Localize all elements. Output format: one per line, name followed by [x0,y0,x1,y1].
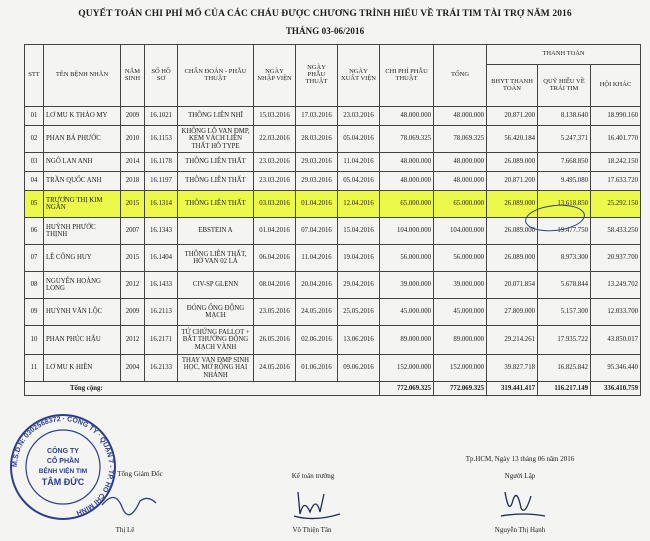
cell-fund: 5.247.371 [538,126,591,153]
cell-record: 16.1178 [145,153,178,172]
cell-birth: 2010 [121,126,145,153]
cell-surg: 17.03.2016 [296,107,338,126]
cell-fund: 8.973.300 [538,245,591,272]
table-row [25,326,641,355]
cell-disch: 15.04.2016 [338,218,380,245]
cell-total: 65.000.000 [434,191,487,218]
totals-row [25,382,641,396]
director-name: Thị Lê [115,526,135,534]
cell-surg: 28.03.2016 [296,126,338,153]
cell-name: LÊ CÔNG HUY [44,245,121,272]
cell-total: 152.000.000 [434,355,487,382]
document-subtitle: THÁNG 03-06/2016 [285,26,365,36]
cell-other: 17.633.720 [591,172,641,191]
cell-fund: 13.618.850 [538,191,591,218]
cell-name: LƠ MU K THẢO MY [44,107,121,126]
cell-stt: 10 [25,326,44,355]
cell-record: 16.1021 [145,107,178,126]
place-date: Tp.HCM, Ngày 13 tháng 06 năm 2016 [465,455,575,463]
cell-surg: 29.03.2016 [296,172,338,191]
cell-stt: 11 [25,355,44,382]
totals-cost: 772.069.325 [380,382,434,396]
header-birth: NĂM SINH [121,45,145,107]
cell-cost: 45.000.000 [380,299,434,326]
cell-name: LƠ MU K HIỀN [44,355,121,382]
cell-cost: 48.000.000 [380,107,434,126]
cell-surg: 11.04.2016 [296,245,338,272]
cell-admit: 26.05.2016 [254,326,296,355]
totals-label: Tổng cộng: [25,382,380,396]
cell-record: 16.1433 [145,272,178,299]
cell-other: 16.401.770 [591,126,641,153]
cell-record: 16.1197 [145,172,178,191]
header-name: TÊN BỆNH NHÂN [44,45,121,107]
cell-diag: THÔNG LIÊN THẤT, HỞ VAN 02 LÁ [178,245,254,272]
cell-cost: 78.069.325 [380,126,434,153]
director-title: Tổng Giám Đốc [117,470,163,478]
cell-birth: 2015 [121,191,145,218]
cell-bhyt: 20.871.200 [487,107,538,126]
cell-birth: 2007 [121,218,145,245]
cell-diag: ĐÓNG ỐNG ĐỘNG MẠCH [178,299,254,326]
cell-other: 18.242.150 [591,153,641,172]
cell-diag: TỨ CHỨNG FALLOT + BẤT THƯỜNG ĐỘNG MẠCH VÀNH [178,326,254,355]
cell-record: 16.1153 [145,126,178,153]
cell-disch: 12.04.2016 [338,191,380,218]
cell-diag: THÔNG LIÊN THẤT [178,191,254,218]
header-admit: NGÀY NHẬP VIỆN [254,45,296,107]
cell-bhyt: 29.214.261 [487,326,538,355]
company-stamp [8,412,118,522]
cell-birth: 2015 [121,245,145,272]
cell-stt: 04 [25,172,44,191]
cell-surg: 01.06.2016 [296,355,338,382]
header-record: SỐ HỒ SƠ [145,45,178,107]
cell-stt: 08 [25,272,44,299]
table-row [25,299,641,326]
stamp-outer-text: M.S.D.N: 0302568372 · CÔNG TY · QUẬN 7 - TP. HỒ CHÍ MINH [11,415,115,516]
stamp-line-4: TÂM ĐỨC [41,477,85,487]
header-discharge: NGÀY XUẤT VIỆN [338,45,380,107]
cell-total: 104.000.000 [434,218,487,245]
cell-diag: THAY VAN ĐMP SINH HỌC, MỞ RỘNG HAI NHÁNH [178,355,254,382]
cell-admit: 08.04.2016 [254,272,296,299]
cell-disch: 19.04.2016 [338,245,380,272]
cell-other: 43.850.017 [591,326,641,355]
cell-total: 45.000.000 [434,299,487,326]
cell-admit: 23.03.2016 [254,153,296,172]
cell-fund: 7.668.850 [538,153,591,172]
cell-bhyt: 26.089.000 [487,191,538,218]
cell-name: PHAN BÁ PHƯỚC [44,126,121,153]
cell-total: 48.000.000 [434,172,487,191]
cell-disch: 11.04.2016 [338,153,380,172]
cell-record: 16.1314 [145,191,178,218]
cell-diag: CIV-SP GLENN [178,272,254,299]
cell-fund: 9.495.080 [538,172,591,191]
cell-stt: 07 [25,245,44,272]
cell-surg: 29.03.2016 [296,153,338,172]
cell-total: 78.069.325 [434,126,487,153]
cell-diag: KHÔNG LỖ VAN ĐMP, KÈM VÁCH LIÊN THẤT HỖ TYPE [178,126,254,153]
cell-record: 16.2113 [145,299,178,326]
cell-record: 16.2171 [145,326,178,355]
cell-fund: 5.678.844 [538,272,591,299]
cell-bhyt: 26.089.000 [487,153,538,172]
accountant-signature [290,486,345,524]
cell-name: NGÔ LAN ANH [44,153,121,172]
cell-stt: 03 [25,153,44,172]
header-cost: CHI PHÍ PHẪU THUẬT [380,45,434,107]
cell-bhyt: 20.071.854 [487,272,538,299]
cell-cost: 56.000.000 [380,245,434,272]
cell-cost: 39.000.000 [380,272,434,299]
header-surgery: NGÀY PHẪU THUẬT [296,45,338,107]
cell-surg: 02.06.2016 [296,326,338,355]
cell-other: 12.033.700 [591,299,641,326]
header-other: HỘI KHÁC [591,65,641,107]
cell-disch: 13.06.2016 [338,326,380,355]
cell-admit: 06.04.2016 [254,245,296,272]
header-diagnosis: CHẨN ĐOÁN - PHẪU THUẬT [178,45,254,107]
header-total: TỔNG [434,45,487,107]
cell-other: 58.433.250 [591,218,641,245]
cell-birth: 2004 [121,355,145,382]
cell-cost: 65.000.000 [380,191,434,218]
cell-other: 20.937.700 [591,245,641,272]
cell-other: 95.346.440 [591,355,641,382]
cell-birth: 2009 [121,107,145,126]
cell-fund: 19.477.750 [538,218,591,245]
cell-surg: 20.04.2016 [296,272,338,299]
stamp-line-3: BỆNH VIỆN TIM [38,468,88,475]
cell-stt: 01 [25,107,44,126]
totals-fund: 116.217.149 [538,382,591,396]
cell-other: 13.249.702 [591,272,641,299]
cell-record: 16.1404 [145,245,178,272]
document-title: QUYẾT TOÁN CHI PHÍ MỔ CỦA CÁC CHÁU ĐƯỢC CHƯƠNG TRÌNH HIỂU VỀ TRÁI TIM TÀI TRỢ NĂM 2016 [78,9,572,19]
cell-name: HUỲNH PHƯỚC THỊNH [44,218,121,245]
cell-stt: 02 [25,126,44,153]
cell-bhyt: 27.809.000 [487,299,538,326]
cell-admit: 23.03.2016 [254,172,296,191]
cell-name: TRƯƠNG THỊ KIM NGÂN [44,191,121,218]
cell-disch: 23.03.2016 [338,107,380,126]
stamp-line-2: CỔ PHẦN [46,458,80,465]
cell-disch: 25.05.2016 [338,299,380,326]
cell-cost: 104.000.000 [380,218,434,245]
header-fund: QUỸ HIỂU VỀ TRÁI TIM [538,65,591,107]
cell-fund: 17.935.722 [538,326,591,355]
accountant-title: Kế toán trưởng [291,472,335,480]
preparer-name: Nguyễn Thị Hạnh [494,526,546,534]
cell-name: HUỲNH VĂN LỘC [44,299,121,326]
cell-birth: 2012 [121,326,145,355]
cell-bhyt: 26.089.000 [487,245,538,272]
cell-admit: 01.04.2016 [254,218,296,245]
preparer-title: Người Lập [504,472,536,480]
cell-cost: 48.000.000 [380,172,434,191]
cell-total: 39.000.000 [434,272,487,299]
cell-fund: 8.138.640 [538,107,591,126]
cell-diag: THÔNG LIÊN NHĨ [178,107,254,126]
table-row [25,355,641,382]
cell-stt: 06 [25,218,44,245]
header-stt: STT [25,45,44,107]
table-row [25,153,641,172]
table-row [25,172,641,191]
cell-record: 16.2133 [145,355,178,382]
cell-bhyt: 56.420.184 [487,126,538,153]
cell-diag: THÔNG LIÊN THẤT [178,172,254,191]
cell-admit: 23.05.2016 [254,299,296,326]
header-bhyt: BHYT THANH TOÁN [487,65,538,107]
cell-cost: 152.000.000 [380,355,434,382]
cell-total: 48.000.000 [434,153,487,172]
cell-disch: 05.04.2016 [338,126,380,153]
cell-total: 48.000.000 [434,107,487,126]
cell-stt: 09 [25,299,44,326]
cell-cost: 89.000.000 [380,326,434,355]
cell-bhyt: 39.827.718 [487,355,538,382]
cell-fund: 16.825.842 [538,355,591,382]
header-payment: THANH TOÁN [487,45,641,65]
cell-disch: 09.06.2016 [338,355,380,382]
cell-total: 89.000.000 [434,326,487,355]
cell-disch: 05.04.2016 [338,172,380,191]
preparer-signature [495,486,550,524]
cell-diag: THÔNG LIÊN THẤT [178,153,254,172]
cell-diag: EBSTEIN A [178,218,254,245]
cell-surg: 01.04.2016 [296,191,338,218]
table-row [25,126,641,153]
table-row [25,107,641,126]
cell-admit: 15.03.2016 [254,107,296,126]
cell-birth: 2012 [121,272,145,299]
totals-bhyt: 319.441.417 [487,382,538,396]
cell-name: NGUYỄN HOÀNG LONG [44,272,121,299]
table-body [25,107,641,382]
cell-stt: 05 [25,191,44,218]
cell-admit: 22.03.2016 [254,126,296,153]
cell-fund: 5.157.300 [538,299,591,326]
cell-surg: 24.05.2016 [296,299,338,326]
cell-bhyt: 20.871.200 [487,172,538,191]
cell-record: 16.1343 [145,218,178,245]
cell-surg: 07.04.2016 [296,218,338,245]
cell-name: TRẦN QUỐC ANH [44,172,121,191]
cell-birth: 2014 [121,153,145,172]
cell-total: 56.000.000 [434,245,487,272]
accountant-name: Võ Thiện Tân [292,526,332,534]
table-row [25,272,641,299]
cell-cost: 48.000.000 [380,153,434,172]
table-row [25,245,641,272]
stamp-line-1: CÔNG TY [47,448,79,455]
cell-other: 25.292.150 [591,191,641,218]
totals-total: 772.069.325 [434,382,487,396]
cell-disch: 29.04.2016 [338,272,380,299]
cell-other: 18.990.160 [591,107,641,126]
cell-bhyt: 26.089.000 [487,218,538,245]
cell-birth: 2018 [121,172,145,191]
cell-birth: 2009 [121,299,145,326]
cell-admit: 03.03.2016 [254,191,296,218]
cell-name: PHAN PHÚC HẬU [44,326,121,355]
cell-admit: 24.05.2016 [254,355,296,382]
totals-other: 336.410.759 [591,382,641,396]
